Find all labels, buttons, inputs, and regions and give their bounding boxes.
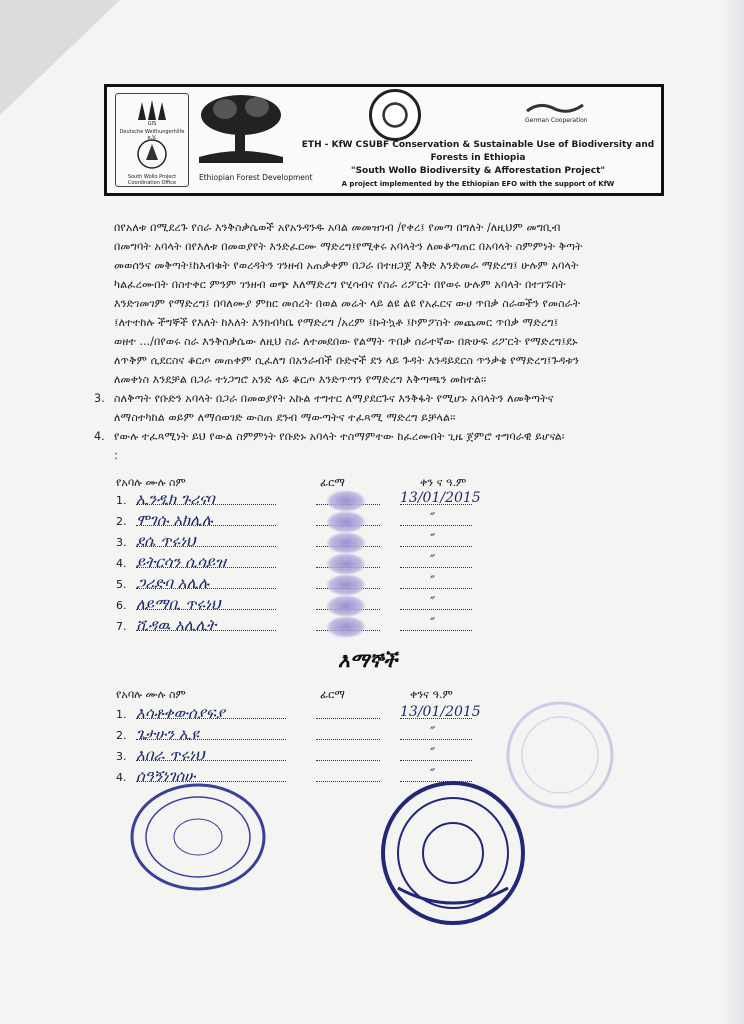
body-line: መወሰንና መቅጣት፤ከእብቁት የወረዳትን ገንዘብ አጠቃቀም በጋራ በተዘጋጀ እቅድ እንድመራ ማድረግ፤ ሁሉም አባላት: [114, 259, 579, 272]
member-row: [116, 490, 536, 512]
dwhh-bottom-text: South Wollo Project Coordination Office: [127, 174, 177, 186]
witness-number: 2.: [116, 729, 127, 742]
member-date: ″: [430, 553, 436, 569]
thumbprint: [326, 553, 366, 575]
witness-name: እሳቶቀውሰያፍያ: [136, 704, 225, 722]
signature-line: [316, 739, 380, 740]
member-name: ይትርሳን ሲሳይዝ: [136, 553, 226, 571]
member-name: ለይማቢ ጥሩነህ: [136, 595, 221, 613]
member-number: 1.: [116, 494, 127, 507]
member-row: [116, 511, 536, 533]
ethiopia-seal-icon: [369, 89, 421, 141]
clause-4-cont: :: [114, 449, 118, 462]
member-row: [116, 574, 536, 596]
member-number: 6.: [116, 599, 127, 612]
clause-3: [94, 389, 654, 408]
date-line: [400, 609, 472, 610]
body-line: ካልፈረሙበት በስተቀር ምንም ገንዘብ ወጭ እለማድረግ የሂሳብና የስራ ሪፖርት በየወሩ ሁሉም አባላት በተገኙበት: [114, 278, 566, 291]
round-stamp-left: [128, 782, 268, 892]
member-date: ″: [430, 511, 436, 527]
witness-name-header: የአባሉ ሙሉ ስም: [116, 688, 186, 701]
dwhh-logo: [115, 93, 189, 187]
date-line: [400, 760, 472, 761]
body-line: በየአለቱ በሚደረጉ የስራ እንቅስቃሴወች አየአንዳንዱ አባል መመዝገብ /የቀረ፤ የመጣ በግለት /ለዚህም መግቢብ: [114, 221, 561, 234]
title-line-1: ETH - KfW CSUBF Conservation & Sustainable Use of Biodiversity and: [301, 140, 655, 150]
date-line: [400, 630, 472, 631]
german-cooperation-text: German Cooperation: [525, 117, 588, 124]
witness-name: እበራ ጥሩነህ: [136, 746, 205, 764]
clause-number: 3.: [94, 392, 105, 405]
body-line: ለጥቅም ሲደርስና ቆርጦ መጠቀም ሲፈለግ በአንራብች ቡድኖች ደን ላይ ጉዳት እንዳይደርስ ጥንቃቄ የማድረግ፤ጉዳቱን: [114, 354, 579, 367]
signature-line: [316, 781, 380, 782]
date-line: [400, 739, 472, 740]
clause-number: 4.: [94, 430, 105, 443]
date-line: [400, 546, 472, 547]
thumbprint: [326, 532, 366, 554]
member-row: [116, 616, 536, 638]
member-number: 2.: [116, 515, 127, 528]
dwhh-code: GIS: [147, 121, 157, 127]
member-number: 7.: [116, 620, 127, 633]
body-line: ወዘተ .../በየወሩ ስራ እንቅስቃሴው ለዚህ ስራ ለተመደበው የልማት ጥበቃ ሰራተኛው በጽሁፍ ሪፖርት የማድረግ፤ደኑ: [114, 335, 578, 348]
witness-date-header: ቀንና ዓ.ም: [410, 688, 453, 701]
signature-line: [316, 760, 380, 761]
title-line-3: "South Wollo Biodiversity & Afforestation Project": [350, 166, 606, 176]
thumbprint: [326, 490, 366, 512]
members-sign-header: ፊርማ: [320, 476, 345, 489]
efd-label: Ethiopian Forest Development: [199, 173, 313, 182]
thumbprint: [326, 616, 366, 638]
witness-row: [116, 746, 536, 768]
round-stamp-center: [378, 778, 528, 928]
clause-4: [94, 427, 654, 446]
clause-3-cont: ለማስተካከል ወይም ለማሰወገድ ውስጠ ደንብ ማውጣትና ተፈጻሚ ማድረግ ይቻላል፡፡: [114, 411, 456, 424]
witness-name: ሰዓኝነገሰሁ: [136, 767, 196, 785]
tree-logo-icon: [195, 91, 287, 167]
witness-date: 13/01/2015: [400, 704, 481, 720]
witness-name: ጌታሁን ኢዩ: [136, 725, 199, 743]
witnesses-title: እማኞች: [338, 648, 398, 672]
date-line: [400, 525, 472, 526]
body-line: እንድገመገም የማድረግ፤ በባለሙያ ምክር መሰረት በወል መሬት ላይ ልዩ ልዩ የአፈርና ውሀ ጥበቃ ስራወችን የመስራት: [114, 297, 581, 310]
thumbprint: [326, 595, 366, 617]
signature-line: [316, 718, 380, 719]
thumbprint: [326, 511, 366, 533]
clause-text: የውሉ ተፈጻሚነት ይህ የውል ስምምነት የቡድኑ አባላት ተስማምተው ከፈረሙበት ጊዜ ጀምሮ ተግባራዊ ይሆናል፡: [114, 430, 565, 443]
witness-date: ″: [430, 746, 436, 762]
member-row: [116, 532, 536, 554]
body-line: በመግባት አባላት በየእለቱ በመወያየት እንድፈርሙ ማድረግ፤የሚቀሩ አባላትን ለመቆጣጠር በአባላት ስምምነት ቅጣት: [114, 240, 583, 253]
agreement-body: [94, 218, 654, 465]
clause-text: ስለቅጣት የቡድን አባላት በጋራ በመወያየት አኩል ተግተር ለማያደርጉና እንቅፋት የሚሆኑ አባላትን ለመቅጣትና: [114, 392, 554, 405]
project-title: [297, 139, 659, 191]
member-name: ደሴ ጥሩነህ: [136, 532, 196, 550]
german-cooperation-logo: [525, 101, 588, 124]
member-name: ሺዳዉ አሊሊት: [136, 616, 217, 634]
witness-row: [116, 725, 536, 747]
witness-number: 4.: [116, 771, 127, 784]
witness-number: 3.: [116, 750, 127, 763]
member-date: ″: [430, 616, 436, 632]
witness-row: [116, 704, 536, 726]
thumbprint: [326, 574, 366, 596]
member-date: 13/01/2015: [400, 490, 481, 506]
member-number: 3.: [116, 536, 127, 549]
member-name: ኢንዲክ ጉሪናባ: [136, 490, 215, 508]
folded-corner: [0, 0, 120, 115]
member-number: 4.: [116, 557, 127, 570]
member-name: ጋሪድባ አሊሉ: [136, 574, 209, 592]
project-header: [104, 84, 664, 196]
members-date-header: ቀን ና ዓ.ም: [420, 476, 467, 489]
title-line-2: Forests in Ethiopia: [430, 153, 526, 163]
member-name: ሞገሱ አክሊሉ: [136, 511, 213, 529]
witness-date: ″: [430, 725, 436, 741]
witness-date: ″: [430, 767, 436, 783]
member-row: [116, 595, 536, 617]
dwhh-name: Deutsche Welthungerhilfe e.V.: [119, 129, 185, 141]
body-line: ለመቀነስ እንደቻል በጋራ ተነጋግሮ አንድ ላይ ቆርጦ እንድጥጣን የማድረግ እቅጣጫን መከተል፡፡: [114, 373, 487, 386]
title-line-4: A project implemented by the Ethiopian EFO with the support of KfW: [341, 180, 615, 188]
member-date: ″: [430, 595, 436, 611]
faint-stamp-right: [500, 700, 620, 810]
date-line: [400, 567, 472, 568]
member-number: 5.: [116, 578, 127, 591]
member-row: [116, 553, 536, 575]
member-date: ″: [430, 532, 436, 548]
date-line: [400, 588, 472, 589]
witness-number: 1.: [116, 708, 127, 721]
witness-sign-header: ፊርማ: [320, 688, 345, 701]
body-line: ፤ለተተከሉ ችግኞች የእለት ከእለት እንክብካቤ የማድረግ /አረም ፤ኩትኳቶ ፤ኮምፖስት መጨመር ጥበቃ ማድረግ፤: [114, 316, 559, 329]
member-date: ″: [430, 574, 436, 590]
german-cooperation-icon: [525, 101, 585, 115]
members-name-header: የአባሉ ሙሉ ስም: [116, 476, 186, 489]
page-edge-shadow: [722, 0, 744, 1024]
